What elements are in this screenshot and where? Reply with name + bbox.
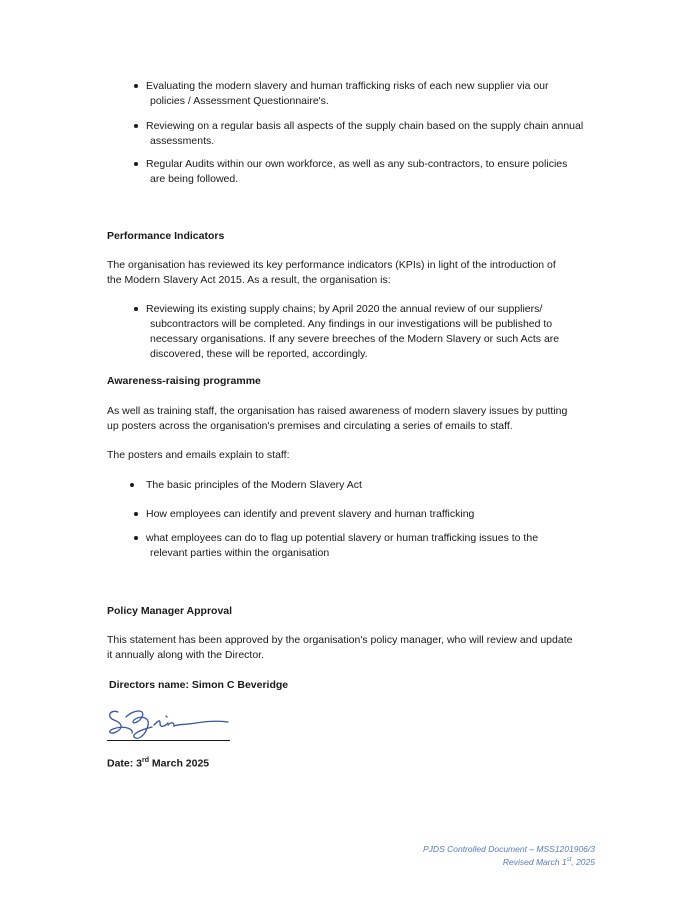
awareness-paragraph (107, 404, 587, 434)
date-superscript: rd (142, 757, 150, 764)
bullet-text: Reviewing its existing supply chains; by April 2020 the annual review of our suppliers/ (146, 303, 543, 315)
bullet-text: Evaluating the modern slavery and human trafficking risks of each new supplier via our (146, 80, 549, 92)
document-footer (423, 844, 595, 868)
performance-intro (107, 258, 587, 288)
paragraph-line: This statement has been approved by the organisation's policy manager, who will review and update (107, 634, 573, 646)
bullet-text: policies / Assessment Questionnaire's. (150, 95, 329, 107)
bullet-text: discovered, these will be reported, accordingly. (150, 348, 368, 360)
paragraph-line: up posters across the organisation's premises and circulating a series of emails to staff. (107, 420, 513, 432)
bullet-text: The basic principles of the Modern Slavery Act (146, 479, 362, 491)
bullet-icon (134, 124, 138, 128)
footer-revised-text: Revised March 1 (502, 856, 567, 867)
list-item (107, 157, 597, 193)
bullet-text: assessments. (150, 135, 215, 147)
bullet-text: subcontractors will be completed. Any findings in our investigations will be published to (150, 318, 553, 330)
bullet-text: what employees can do to flag up potential slavery or human trafficking issues to the (146, 532, 539, 544)
approval-heading: Policy Manager Approval (107, 605, 233, 617)
bullet-text: How employees can identify and prevent slavery and human trafficking (146, 508, 475, 520)
footer-control-number: PJDS Controlled Document – MSS1201906/3 (423, 844, 595, 854)
date-text: March 2025 (149, 757, 210, 770)
signature-image (104, 703, 234, 743)
bullet-icon (130, 483, 134, 487)
intro-line: The organisation has reviewed its key performance indicators (KPIs) in light of the introduction of (107, 259, 556, 271)
bullet-icon (134, 84, 138, 88)
bullet-icon (134, 307, 138, 311)
signature-line (107, 740, 230, 741)
list-item (107, 507, 597, 531)
footer-revised (423, 855, 595, 868)
awareness-heading: Awareness-raising programme (107, 375, 261, 387)
bullet-text: Reviewing on a regular basis all aspects of the supply chain based on the supply chain annual (146, 120, 584, 132)
awareness-bullets (107, 478, 597, 567)
footer-superscript: st (566, 857, 572, 863)
date-line (107, 757, 209, 770)
bullet-icon (134, 512, 138, 516)
list-item (107, 531, 597, 567)
supply-chain-bullets (107, 79, 597, 193)
performance-heading: Performance Indicators (107, 230, 225, 242)
bullet-text: are being followed. (150, 173, 239, 185)
director-name: Directors name: Simon C Beveridge (109, 679, 289, 691)
bullet-icon (134, 536, 138, 540)
awareness-explain: The posters and emails explain to staff: (107, 449, 290, 461)
bullet-text: necessary organisations. If any severe breeches of the Modern Slavery or such Acts are (150, 333, 560, 345)
paragraph-line: As well as training staff, the organisation has raised awareness of modern slavery issues by putting (107, 405, 568, 417)
paragraph-line: it annually along with the Director. (107, 649, 265, 661)
list-item (107, 119, 597, 157)
bullet-text: Regular Audits within our own workforce, as well as any sub-contractors, to ensure policies (146, 158, 568, 170)
bullet-text: relevant parties within the organisation (150, 547, 330, 559)
intro-line: the Modern Slavery Act 2015. As a result, the organisation is: (107, 274, 391, 286)
date-text: Date: 3 (107, 757, 143, 770)
footer-revised-text: , 2025 (571, 856, 595, 867)
approval-paragraph (107, 633, 607, 663)
list-item (107, 302, 597, 362)
bullet-icon (134, 162, 138, 166)
list-item (107, 79, 597, 119)
performance-bullet (107, 302, 597, 362)
list-item (107, 478, 597, 507)
